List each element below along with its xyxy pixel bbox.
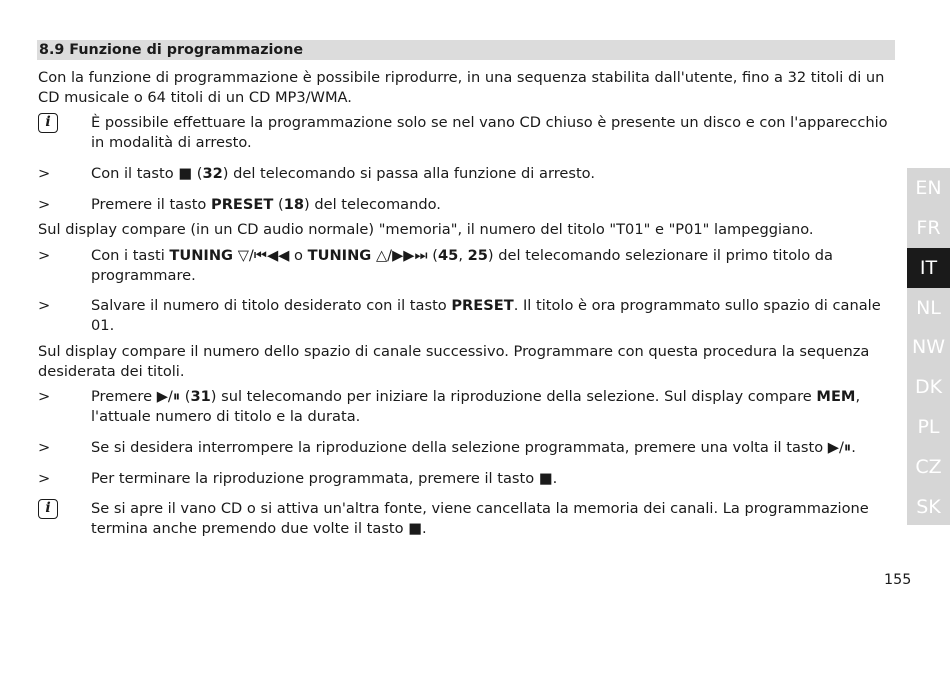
step-text: Premere il tasto PRESET (18) del telecomando. <box>91 196 441 213</box>
lang-tab-it[interactable]: IT <box>907 248 950 288</box>
info-note-2-text: Se si apre il vano CD o si attiva un'altra fonte, viene cancellata la memoria dei canali. La programmazione termina anche premendo due volte il tasto ■. <box>91 500 869 537</box>
stop-icon: ■ <box>408 520 423 537</box>
step-text: Con i tasti TUNING ▽/⏮◀◀ o TUNING △/▶▶⏭ (45, 25) del telecomando selezionare il primo titolo da programmare. <box>91 247 833 284</box>
lang-tab-dk[interactable]: DK <box>914 376 943 398</box>
lang-tab-sk[interactable]: SK <box>916 496 941 518</box>
tuning-down-icon: ▽/⏮◀◀ <box>237 247 290 264</box>
step-bullet: > <box>38 165 51 182</box>
display-paragraph-2: Sul display compare il numero dello spazio di canale successivo. Programmare con questa procedura la sequenza desiderata dei titoli. <box>38 343 870 380</box>
lang-tab-fr[interactable]: FR <box>916 217 941 239</box>
lang-tab-nw[interactable]: NW <box>912 336 945 358</box>
step-text: Per terminare la riproduzione programmata, premere il tasto ■. <box>91 470 558 487</box>
step-bullet: > <box>38 196 51 213</box>
info-icon: i <box>38 113 58 133</box>
intro-paragraph: Con la funzione di programmazione è possibile riprodurre, in una sequenza stabilita dall'utente, fino a 32 titoli di un CD musicale o 64 titoli di un CD MP3/WMA. <box>38 69 885 106</box>
step-bullet: > <box>38 439 51 456</box>
display-paragraph-1: Sul display compare (in un CD audio normale) "memoria", il numero del titolo "T01" e "P01" lampeggiano. <box>38 221 814 238</box>
step-text: Salvare il numero di titolo desiderato con il tasto PRESET. Il titolo è ora programmato sullo spazio di canale 01. <box>91 297 881 334</box>
tuning-up-icon: △/▶▶⏭ <box>375 247 428 264</box>
step-text: Se si desidera interrompere la riproduzione della selezione programmata, premere una volta il tasto ▶/⏸. <box>91 439 856 456</box>
lang-tab-en[interactable]: EN <box>915 177 942 199</box>
lang-tab-pl[interactable]: PL <box>917 416 940 438</box>
info-note-1-text: È possibile effettuare la programmazione solo se nel vano CD chiuso è presente un disco e con l'apparecchio in modalità di arresto. <box>91 114 888 151</box>
stop-icon: ■ <box>178 165 193 182</box>
language-tabs <box>907 168 950 525</box>
step-text: Premere ▶/⏸ (31) sul telecomando per iniziare la riproduzione della selezione. Sul display compare MEM, l'attuale numero di titolo e la durata. <box>91 388 861 425</box>
lang-tab-nl[interactable]: NL <box>916 297 941 319</box>
play-pause-icon: ▶/⏸ <box>827 439 852 456</box>
play-pause-icon: ▶/⏸ <box>156 388 181 405</box>
info-icon: i <box>38 499 58 519</box>
lang-tab-cz[interactable]: CZ <box>915 456 942 478</box>
stop-icon: ■ <box>538 470 553 487</box>
section-heading-bar <box>37 40 895 60</box>
step-bullet: > <box>38 247 51 264</box>
step-text: Con il tasto ■ (32) del telecomando si passa alla funzione di arresto. <box>91 165 595 182</box>
step-bullet: > <box>38 470 51 487</box>
step-bullet: > <box>38 388 51 405</box>
step-bullet: > <box>38 297 51 314</box>
page-number: 155 <box>884 572 912 588</box>
section-title: 8.9 Funzione di programmazione <box>39 42 304 58</box>
